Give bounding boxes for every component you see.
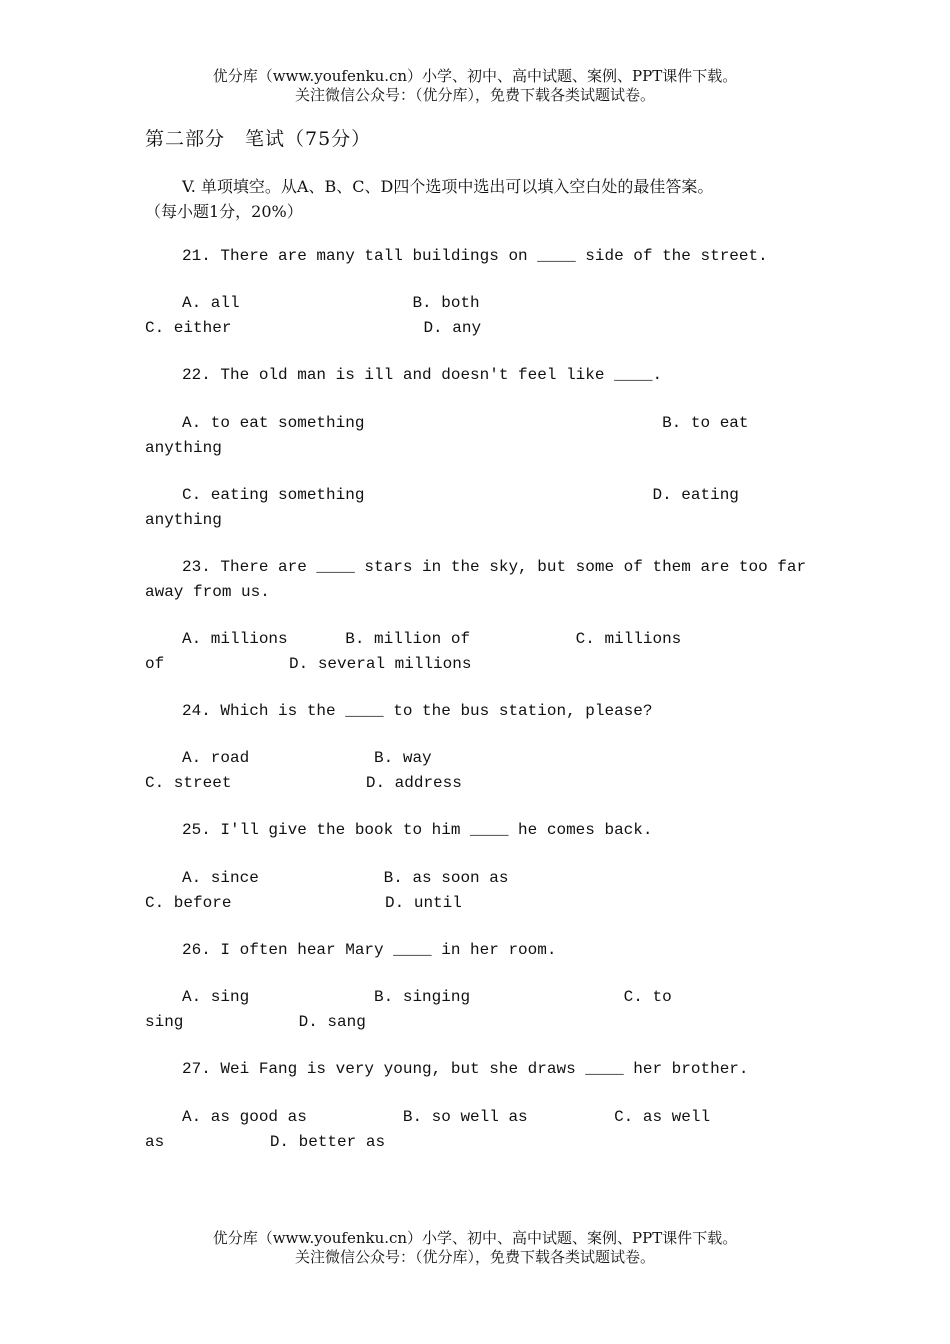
question-26-options-line-2: sing D. sang	[145, 1013, 366, 1031]
question-26-stem: 26. I often hear Mary ____ in her room.	[182, 941, 557, 959]
question-26-options-line-1: A. sing B. singing C. to	[182, 988, 672, 1006]
question-27-options-line-2: as D. better as	[145, 1133, 386, 1151]
footer-line-1: 优分库（www.youfenku.cn）小学、初中、高中试题、案例、PPT课件下载。	[212, 1229, 738, 1247]
question-23-options-line-2: of D. several millions	[145, 655, 472, 673]
question-21-stem: 21. There are many tall buildings on ____ side of the street.	[182, 247, 768, 265]
question-23-stem-cont: away from us.	[145, 583, 270, 601]
instruction-line-2: （每小题1分，20%）	[145, 202, 303, 221]
question-25-options-c-d: C. before D. until	[145, 894, 462, 912]
footer-line-2: 关注微信公众号：（优分库），免费下载各类试题试卷。	[294, 1248, 655, 1266]
question-23-options-line-1: A. millions B. million of C. millions	[182, 630, 682, 648]
question-24-options-a-b: A. road B. way	[182, 749, 432, 767]
question-22-options-c-d: C. eating something D. eating	[182, 486, 739, 504]
page-header	[0, 67, 950, 105]
question-22-stem: 22. The old man is ill and doesn't feel like ____.	[182, 366, 663, 384]
question-25-options-a-b: A. since B. as soon as	[182, 869, 509, 887]
instruction-line-1: V. 单项填空。从A、B、C、D四个选项中选出可以填入空白处的最佳答案。	[182, 177, 714, 196]
question-27-stem: 27. Wei Fang is very young, but she draws ____ her brother.	[182, 1060, 749, 1078]
question-24-options-c-d: C. street D. address	[145, 774, 462, 792]
header-line-1: 优分库（www.youfenku.cn）小学、初中、高中试题、案例、PPT课件下载。	[212, 67, 738, 85]
question-27-options-line-1: A. as good as B. so well as C. as well	[182, 1108, 711, 1126]
question-21-options-c-d: C. either D. any	[145, 319, 482, 337]
question-22-options-a-b-cont: anything	[145, 439, 222, 457]
question-22-options-a-b: A. to eat something B. to eat	[182, 414, 749, 432]
page-footer	[0, 1229, 950, 1267]
section-title: 第二部分 笔试（75分）	[145, 128, 372, 150]
header-line-2: 关注微信公众号：（优分库），免费下载各类试题试卷。	[294, 86, 655, 104]
question-23-stem: 23. There are ____ stars in the sky, but some of them are too far	[182, 558, 807, 576]
question-21-options-a-b: A. all B. both	[182, 294, 480, 312]
question-24-stem: 24. Which is the ____ to the bus station, please?	[182, 702, 653, 720]
question-22-options-c-d-cont: anything	[145, 511, 222, 529]
question-25-stem: 25. I'll give the book to him ____ he comes back.	[182, 821, 653, 839]
